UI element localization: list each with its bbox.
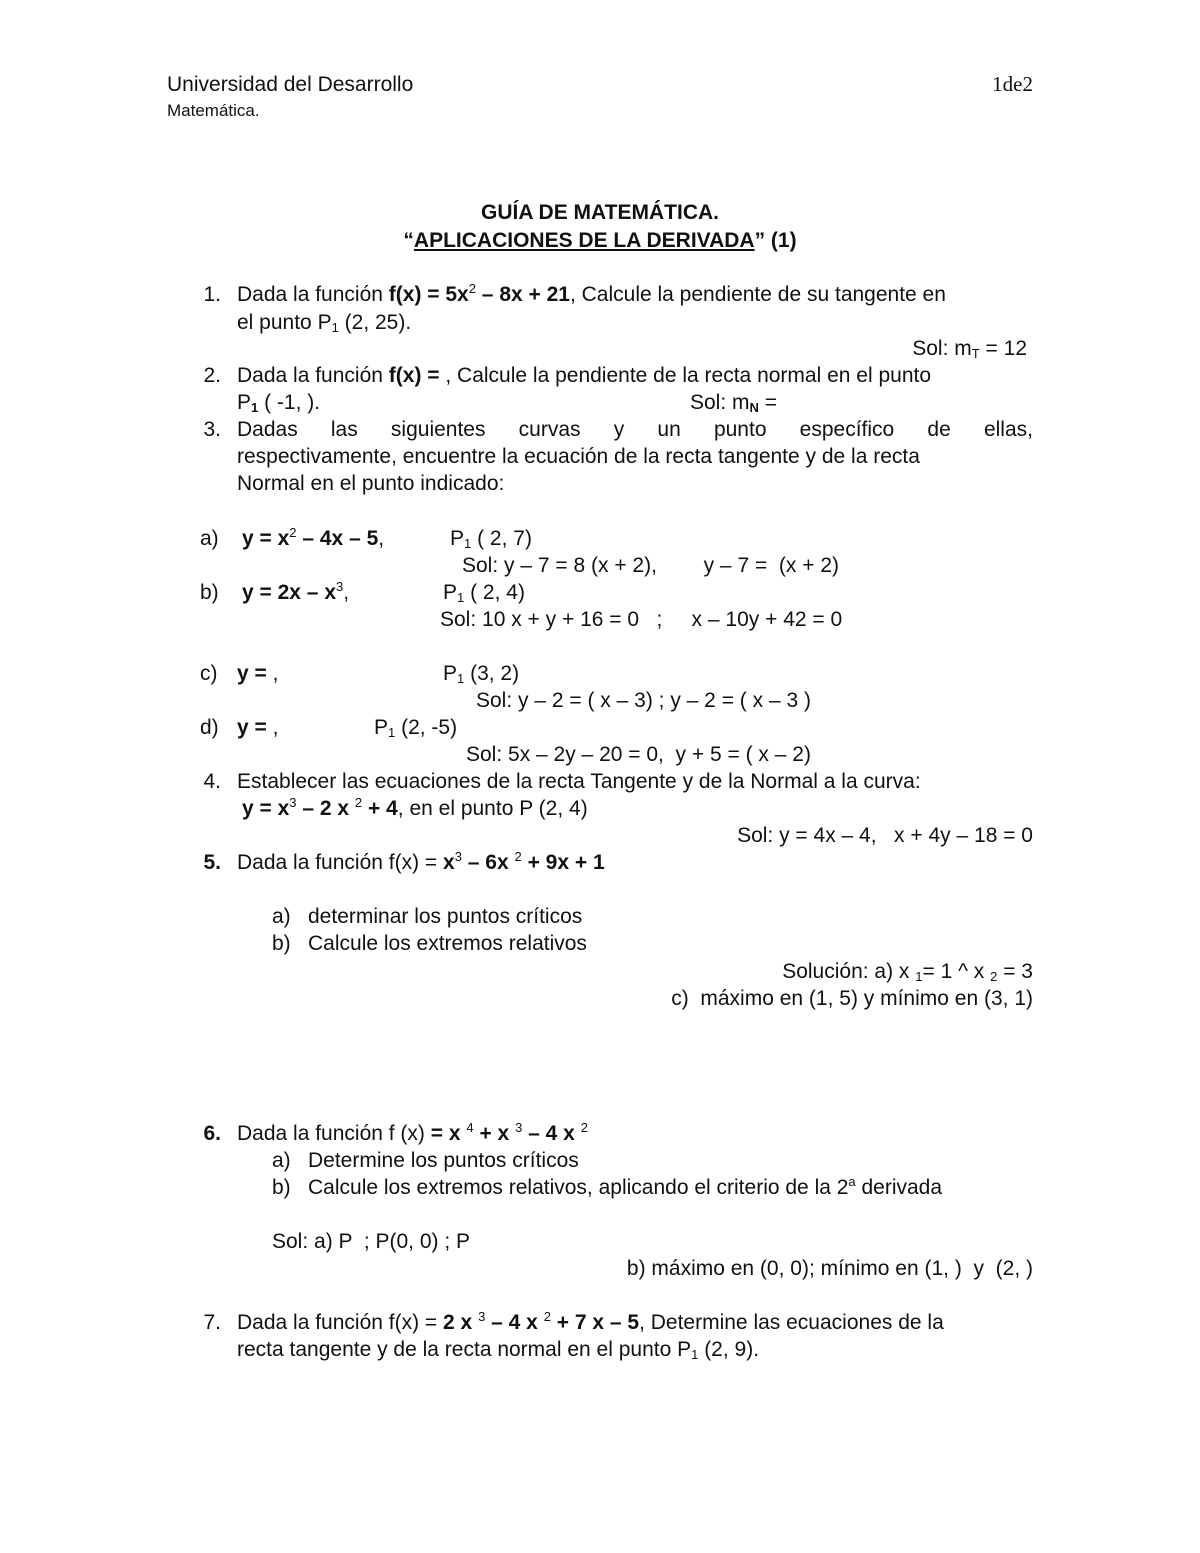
q3d-label: d)	[200, 716, 219, 739]
q1-solution: Sol: $m_T = 12$	[912, 337, 1027, 361]
q4-solution: Sol: y = 4x – 4, x + 4y – 18 = 0	[737, 824, 1033, 847]
subject-name: Matemática.	[167, 101, 260, 120]
q3b-point: $P_1$ ( 2, 4)	[443, 581, 525, 605]
q3a-label: a)	[200, 527, 219, 550]
q7-line1: Dada la función f(x) = 2 x $^3$ – 4 x $^2$ + 7 x – 5, Determine las ecuaciones de la	[237, 1309, 944, 1334]
q3a-equation: $y = x^2 - 4x - 5$,	[242, 525, 385, 550]
q6a-text: Determine los puntos críticos	[308, 1149, 579, 1172]
q5a-label: a)	[272, 905, 291, 928]
q1-line1: Dada la función $f(x) = 5x^2 - 8x + 21$, Calcule la pendiente de su tangente en	[237, 281, 946, 306]
q2-line2: $P_1$ ( -1, ).	[237, 391, 321, 415]
university-name: Universidad del Desarrollo	[167, 73, 414, 96]
q7-number: 7.	[203, 1311, 221, 1334]
q2-number: 2.	[203, 364, 221, 387]
q6a-label: a)	[272, 1149, 291, 1172]
q5-solution-line2: c) máximo en (1, 5) y mínimo en (3, 1)	[671, 987, 1033, 1010]
q4-number: 4.	[203, 770, 221, 793]
q1-number: 1.	[203, 283, 221, 306]
q3c-equation: y = ,	[237, 662, 279, 685]
q6b-text: Calcule los extremos relativos, aplicando el criterio de la 2$^a$ derivada	[308, 1174, 943, 1199]
q5b-label: b)	[272, 932, 291, 955]
q6-line1: Dada la función f (x) = x $^4$ + x $^3$ – 4 x $^2$	[237, 1120, 588, 1145]
q4-line2: $y = x^3 - 2$ x $^2$ + 4, en el punto P (2, 4)	[242, 795, 588, 820]
doc-subtitle: “APLICACIONES DE LA DERIVADA” (1)	[403, 229, 797, 252]
q7-line2: recta tangente y de la recta normal en el punto $P_1$ (2, 9).	[237, 1338, 760, 1362]
subtitle-underlined: APLICACIONES DE LA DERIVADA	[413, 229, 755, 252]
q5-solution-line1: Solución: a) x $_1$= 1 ^ x $_2$ = 3	[782, 960, 1033, 984]
q3-line2: respectivamente, encuentre la ecuación de la recta tangente y de la recta	[237, 445, 920, 468]
q2-line1: Dada la función f(x) = , Calcule la pendiente de la recta normal en el punto	[237, 364, 932, 387]
q5b-text: Calcule los extremos relativos	[308, 932, 587, 955]
q3d-solution: Sol: 5x – 2y – 20 = 0, y + 5 = ( x – 2)	[466, 743, 811, 766]
q3-line1: Dadas las siguientes curvas y un punto específico de ellas,	[237, 418, 1033, 441]
q5-number: 5.	[203, 851, 221, 874]
q6-solution-line1: Sol: a) P ; P(0, 0) ; P	[272, 1230, 471, 1253]
q1-line2: el punto $P_1$ (2, 25).	[237, 311, 412, 335]
q3-number: 3.	[203, 418, 221, 441]
q3b-label: b)	[200, 581, 219, 604]
q3c-label: c)	[200, 662, 218, 685]
q3b-equation: $y = 2x - x^3$,	[242, 579, 350, 604]
q3b-solution: Sol: 10 x + y + 16 = 0 ; x – 10y + 42 = 0	[440, 608, 843, 631]
q5-line1: Dada la función $f(x) = x^3 - 6x$ $^2$ + 9x + 1	[237, 849, 605, 874]
q3c-point: $P_1$ (3, 2)	[443, 662, 520, 686]
q3-line3: Normal en el punto indicado:	[237, 472, 505, 495]
doc-title: GUÍA DE MATEMÁTICA.	[481, 201, 719, 224]
q2-solution: Sol: $m_N$ =	[690, 391, 778, 415]
q3d-point: $P_1$ (2, -5)	[374, 716, 458, 740]
q3a-point: $P_1$ ( 2, 7)	[450, 527, 532, 551]
q6-number: 6.	[203, 1122, 221, 1145]
q5a-text: determinar los puntos críticos	[308, 905, 583, 928]
q3c-solution: Sol: y – 2 = ( x – 3) ; y – 2 = ( x – 3 )	[476, 689, 811, 712]
q6-solution-line2: b) máximo en (0, 0); mínimo en (1, ) y (2, )	[626, 1257, 1033, 1280]
q4-line1: Establecer las ecuaciones de la recta Tangente y de la Normal a la curva:	[237, 770, 921, 793]
q6b-label: b)	[272, 1176, 291, 1199]
q3a-solution: Sol: y – 7 = 8 (x + 2), y – 7 = (x + 2)	[462, 554, 839, 577]
page-number: 1de2	[992, 72, 1033, 96]
q3d-equation: y = ,	[237, 716, 279, 739]
